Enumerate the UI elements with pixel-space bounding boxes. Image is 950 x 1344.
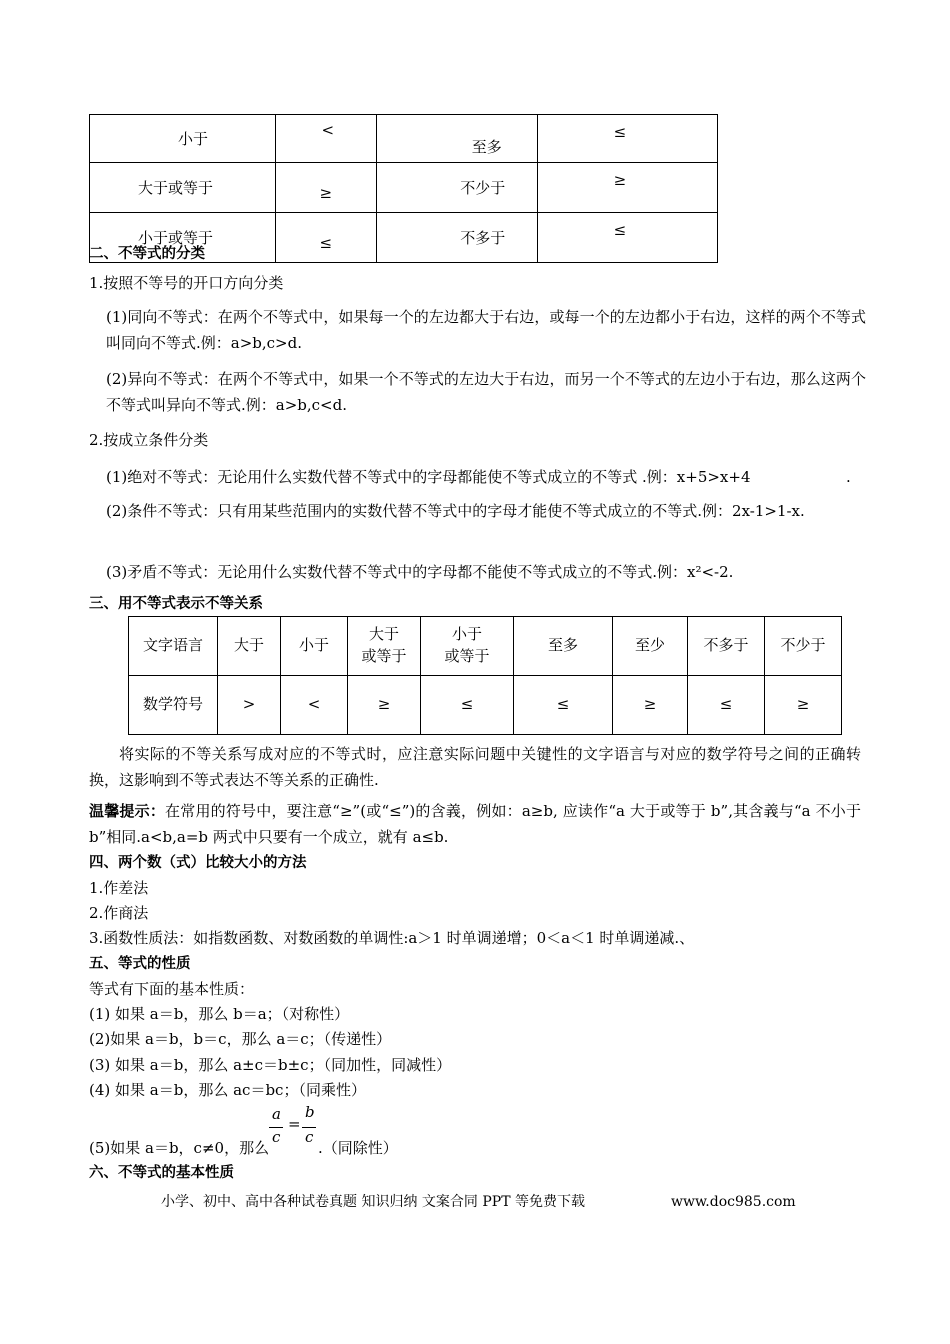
paragraph: (2)条件不等式：只有用某些范围内的实数代替不等式中的字母才能使不等式成立的不等式.例：2x-1>1-x. — [106, 502, 805, 520]
table-header-cell: 文字语言 — [129, 617, 218, 676]
table-cell: > — [218, 676, 281, 735]
paragraph-end-mark: . — [846, 468, 851, 486]
table-row — [129, 676, 842, 735]
table-header-cell: 大于 — [218, 617, 281, 676]
table-row — [90, 115, 718, 163]
table-header-cell: 至少 — [613, 617, 688, 676]
table-cell: ≥ — [348, 676, 421, 735]
section-2-subheading-2: 2.按成立条件分类 — [89, 431, 209, 449]
table-header-cell: 至多 — [514, 617, 613, 676]
table-cell: ≤ — [421, 676, 514, 735]
table-cell: ≤ — [537, 213, 717, 263]
table-header-cell: 小于 — [281, 617, 348, 676]
table-header-cell: 小于 或等于 — [421, 617, 514, 676]
method-item: 2.作商法 — [89, 904, 149, 922]
method-item: 1.作差法 — [89, 879, 149, 897]
table-cell: < — [281, 676, 348, 735]
table-cell: 小于 — [90, 115, 276, 163]
table-cell: 大于或等于 — [90, 163, 276, 213]
table-cell: 不多于 — [376, 213, 537, 263]
tip-label: 温馨提示： — [89, 802, 166, 820]
section-3-heading: 三、用不等式表示不等关系 — [89, 596, 263, 612]
comparison-table-top — [89, 114, 718, 263]
table-cell: 至多 — [376, 115, 537, 163]
inequality-symbol-table — [128, 616, 842, 735]
method-item: 3.函数性质法：如指数函数、对数函数的单调性:a＞1 时单调递增；0＜a＜1 时单调递减.、 — [89, 929, 695, 947]
equals-sign: = — [288, 1115, 301, 1133]
section-2-subheading-1: 1.按照不等号的开口方向分类 — [89, 274, 284, 292]
footer-url: www.doc985.com — [671, 1194, 796, 1210]
property-item: (4) 如果 a＝b，那么 ac＝bc；（同乘性） — [89, 1081, 366, 1099]
table-row — [129, 617, 842, 676]
table-cell: ≥ — [537, 163, 717, 213]
tip-paragraph — [89, 798, 861, 850]
table-cell: ≤ — [537, 115, 717, 163]
section-5-heading: 五、等式的性质 — [89, 956, 191, 972]
section-6-heading: 六、不等式的基本性质 — [89, 1165, 234, 1181]
table-cell: 不少于 — [376, 163, 537, 213]
paragraph: 将实际的不等关系写成对应的不等式时，应注意实际问题中关键性的文字语言与对应的数学符号之间的正确转换，这影响到不等式表达不等关系的正确性. — [89, 745, 861, 789]
table-cell: 小于或等于 — [90, 213, 276, 263]
table-row — [90, 163, 718, 213]
property-item: (3) 如果 a＝b，那么 a±c＝b±c；（同加性，同减性） — [89, 1056, 452, 1074]
paragraph: (2)异向不等式：在两个不等式中，如果一个不等式的左边大于右边，而另一个不等式的左边小于右边，那么这两个不等式叫异向不等式.例：a>b,c<d. — [106, 370, 866, 414]
table-cell: < — [275, 115, 376, 163]
paragraph: (1)同向不等式：在两个不等式中，如果每一个的左边都大于右边，或每一个的左边都小于右边，这样的两个不等式叫同向不等式.例：a>b,c>d. — [106, 308, 866, 352]
section-2-heading: 二、不等式的分类 — [89, 246, 205, 262]
table-cell: ≤ — [514, 676, 613, 735]
property-item: (5)如果 a＝b，c≠0，那么 — [89, 1139, 270, 1157]
tip-text: 在常用的符号中，要注意“≥”(或“≤”)的含義，例如：a≥b, 应读作“a 大于或等于 b”,其含義与“a 不小于 b”相同.a<b,a=b 两式中只要有一个成立，就有 a≤b. — [89, 802, 861, 846]
table-header-cell: 不少于 — [765, 617, 842, 676]
fraction-denominator: c — [272, 1128, 281, 1146]
table-cell: ≥ — [275, 163, 376, 213]
paragraph: (1)绝对不等式：无论用什么实数代替不等式中的字母都能使不等式成立的不等式 .例：x+5>x+4 — [106, 468, 751, 486]
fraction-denominator: c — [305, 1128, 314, 1146]
property-item: (1) 如果 a＝b，那么 b＝a；（对称性） — [89, 1005, 350, 1023]
property-item: (2)如果 a＝b，b＝c，那么 a＝c；（传递性） — [89, 1030, 392, 1048]
table-cell: ≥ — [765, 676, 842, 735]
table-header-cell: 大于 或等于 — [348, 617, 421, 676]
section-4-heading: 四、两个数（式）比较大小的方法 — [89, 855, 307, 871]
table-cell: ≥ — [613, 676, 688, 735]
fraction-numerator: b — [305, 1103, 315, 1121]
table-cell: ≤ — [688, 676, 765, 735]
table-cell: 数学符号 — [129, 676, 218, 735]
paragraph: (3)矛盾不等式：无论用什么实数代替不等式中的字母都不能使不等式成立的不等式.例：x²<-2. — [106, 563, 734, 581]
property-item-suffix: .（同除性） — [318, 1139, 398, 1157]
footer-text: 小学、初中、高中各种试卷真题 知识归纳 文案合同 PPT 等免费下载 — [161, 1194, 585, 1210]
table-header-cell: 不多于 — [688, 617, 765, 676]
fraction-numerator: a — [272, 1105, 281, 1123]
paragraph: 等式有下面的基本性质： — [89, 980, 255, 998]
table-cell: ≤ — [275, 213, 376, 263]
